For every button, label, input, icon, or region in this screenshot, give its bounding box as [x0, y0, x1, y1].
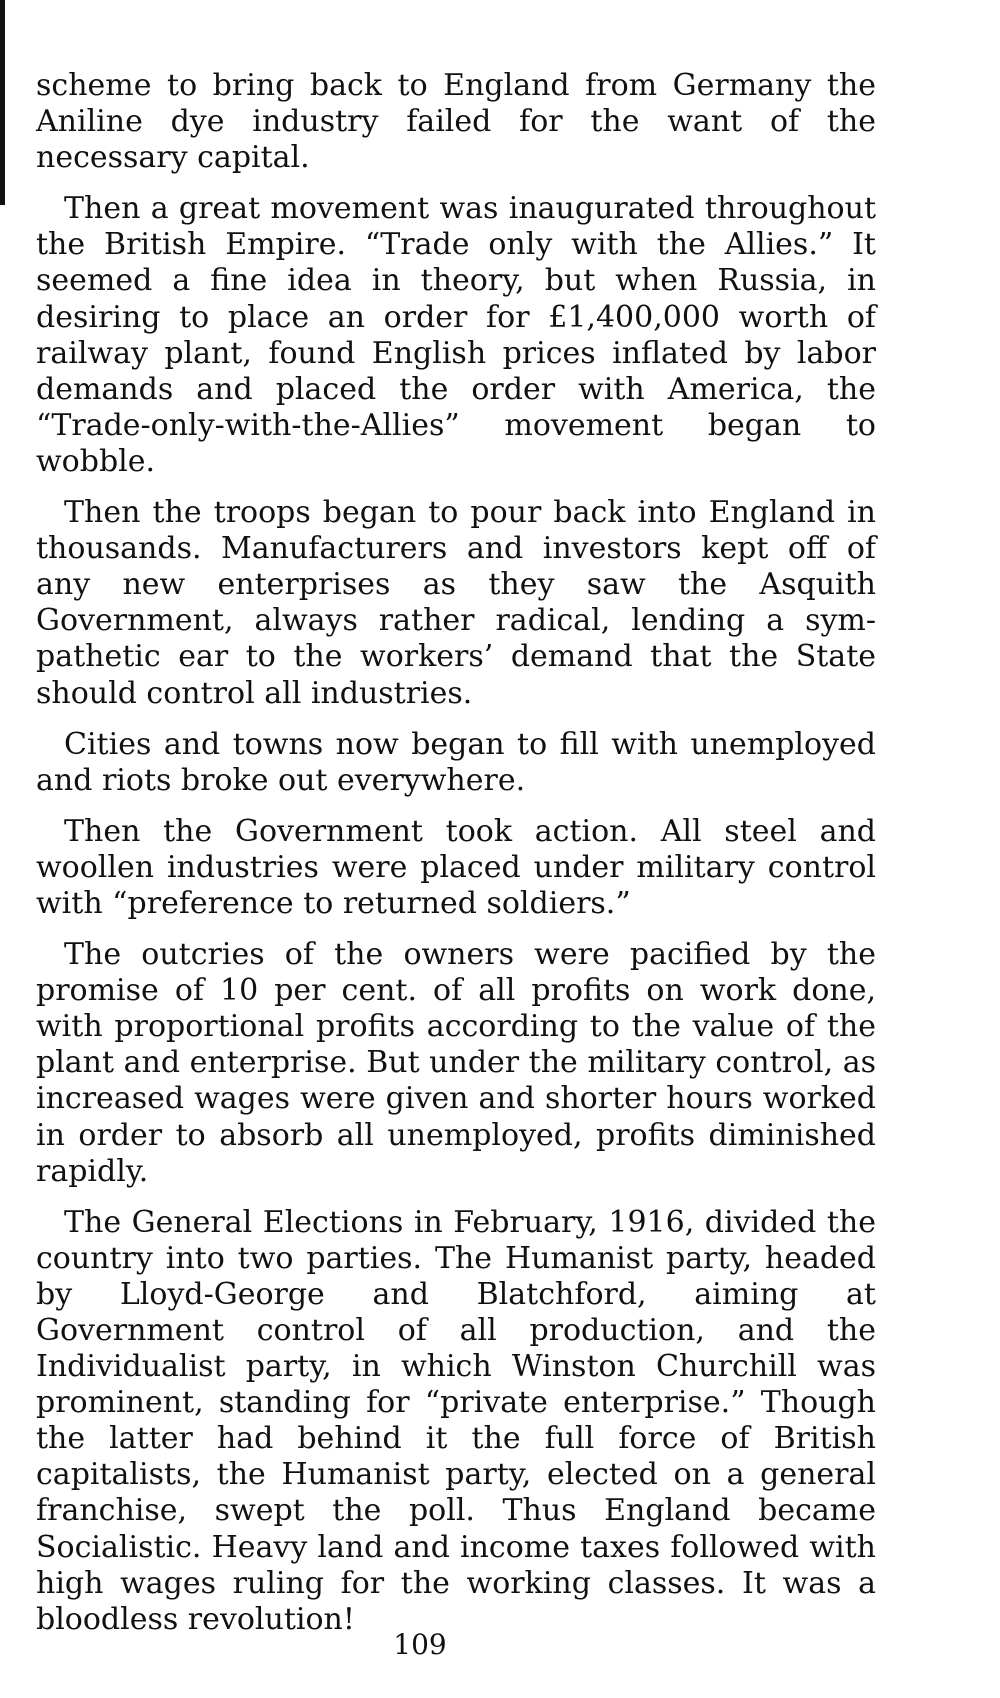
paragraph: The outcries of the owners were pacified by the promise of 10 per cent. of all profits on work done, with proportional profits according to the value of the plant and enterprise. But under the military control, as increased wages were given and shorter hours worked in order to absorb all unemployed, profits diminished rapidly. — [36, 937, 876, 1189]
paragraph: Then a great movement was inaugurated throughout the British Empire. “Trade only with the Allies.” It seemed a fine idea in theory, but when Russia, in desiring to place an order for £1,400,000 worth of railway plant, found English prices inflated by labor demands and placed the order with America, the “Trade-only-with-the-Allies” movement began to wobble. — [36, 191, 876, 479]
paragraph: The General Elections in February, 1916, divided the country into two parties. The Humanist party, headed by Lloyd-George and Blatchford, aiming at Government control of all production, and the Individualist party, in which Winston Churchill was prominent, standing for “private enterprise.” Though the latter had behind it the full force of British capitalists, the Humanist party, elected on a general franchise, swept the poll. Thus England became Socialistic. Heavy land and income taxes followed with high wages ruling for the working classes. It was a bloodless revolution! — [36, 1204, 876, 1637]
paragraph: Then the Government took action. All steel and woollen industries were placed under military control with “preference to returned soldiers.” — [36, 813, 876, 921]
paragraph: Then the troops began to pour back into England in thousands. Manufacturers and investors kept off of any new enterprises as they saw the Asquith Government, always rather radical, lending a sympathetic ear to the workers’ demand that the State should control all industries. — [36, 495, 876, 711]
page-edge-bar — [0, 0, 5, 205]
paragraph: Cities and towns now began to fill with unemployed and riots broke out everywhere. — [36, 726, 876, 798]
book-page — [36, 68, 876, 1653]
paragraph: scheme to bring back to England from Germany the Aniline dye industry failed for the want of the necessary capital. — [36, 68, 876, 176]
page-number: 109 — [393, 1628, 447, 1661]
